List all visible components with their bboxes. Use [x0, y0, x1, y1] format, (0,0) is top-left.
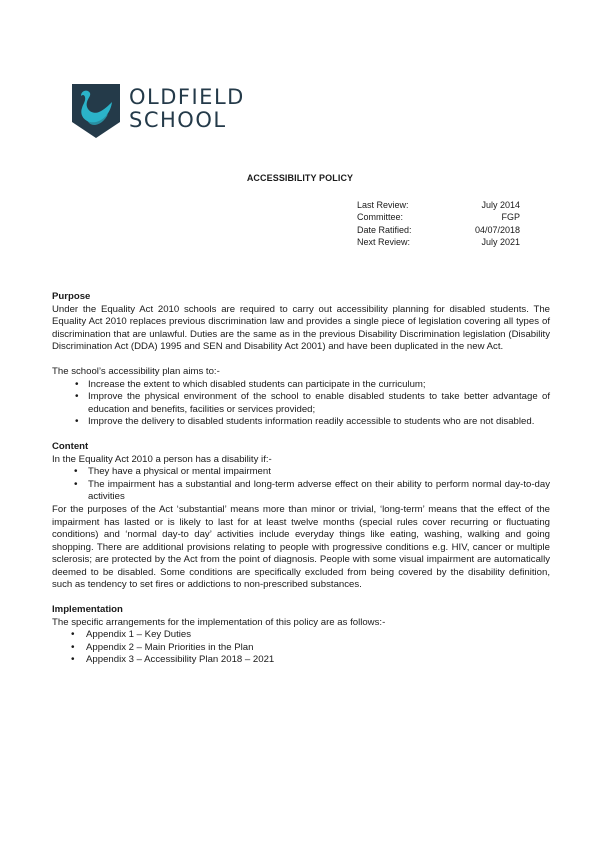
meta-label: Next Review:: [357, 237, 411, 248]
disability-criteria-list: [52, 466, 550, 504]
review-metadata: [357, 199, 520, 249]
logo-line-1: OLDFIELD: [129, 85, 245, 109]
appendix-list: [52, 629, 550, 667]
aims-intro: The school’s accessibility plan aims to:-: [52, 365, 220, 377]
meta-row-last-review: [357, 199, 520, 211]
purpose-paragraph: Under the Equality Act 2010 schools are required to carry out accessibility planning for disabled students. The Equality Act 2010 replaces previous discrimination law and provides a single piece of legislation covering all types of discrimination that are unlawful. Duties are the same as in the previous Disability Discrimination legislation (Disability Discrimination Act (DDA) 1995 and SEN and Disability Act 2001) and have been duplicated in the new Act.: [52, 303, 550, 353]
meta-value: July 2014: [481, 200, 520, 210]
meta-value: July 2021: [481, 237, 520, 248]
school-logo: [72, 84, 252, 142]
implementation-intro: The specific arrangements for the implementation of this policy are as follows:-: [52, 616, 386, 628]
policy-body: [52, 291, 550, 667]
meta-row-committee: [357, 211, 520, 223]
meta-label: Committee:: [357, 212, 404, 223]
meta-label: Last Review:: [357, 200, 409, 210]
list-item: • They have a physical or mental impairment: [52, 466, 550, 479]
content-heading: Content: [52, 440, 89, 452]
meta-value: 04/07/2018: [474, 224, 520, 235]
list-item: • The impairment has a substantial and long-term adverse effect on their ability to perform normal day-to-day activities: [52, 479, 550, 504]
aims-list: [52, 379, 550, 429]
meta-row-next-review: [357, 236, 520, 248]
meta-value: FGP: [501, 212, 520, 223]
document-title: ACCESSIBILITY POLICY: [246, 173, 354, 183]
meta-label: Date Ratified:: [357, 224, 412, 235]
list-item: • Improve the physical environment of the school to enable disabled students to take better advantage of education and benefits, facilities or services provided;: [52, 391, 550, 416]
list-item: • Increase the extent to which disabled students can participate in the curriculum;: [52, 379, 550, 392]
logo-line-2: SCHOOL: [129, 108, 227, 132]
implementation-heading: Implementation: [52, 604, 123, 616]
disability-intro: In the Equality Act 2010 a person has a disability if:-: [52, 453, 272, 465]
list-item: • Appendix 2 – Main Priorities in the Plan: [52, 642, 550, 655]
list-item: • Improve the delivery to disabled students information readily accessible to students who are not disabled.: [52, 416, 550, 429]
definitions-paragraph: For the purposes of the Act ‘substantial’ means more than minor or trivial, ‘long-term’ means that the effect of the impairment has lasted or is likely to last for at least twelve months (special rules cover recurring or fluctuating conditions) and ‘normal day-to day’ activities include everyday things like eating, washing, walking and going shopping. There are additional provisions relating to people with progressive conditions e.g. HIV, cancer or multiple sclerosis; are protected by the Act from the point of diagnosis. People with some visual impairment are automatically deemed to be disabled. Some conditions are specifically excluded from being covered by the disability definition, such as tendency to set fires or addictions to non-prescribed substances.: [52, 503, 550, 591]
list-item: • Appendix 3 – Accessibility Plan 2018 – 2021: [52, 654, 550, 667]
logo-wordmark: [129, 86, 245, 132]
purpose-heading: Purpose: [52, 291, 91, 302]
swan-crest-icon: [72, 84, 120, 138]
meta-row-date-ratified: [357, 224, 520, 236]
list-item: • Appendix 1 – Key Duties: [52, 629, 550, 642]
